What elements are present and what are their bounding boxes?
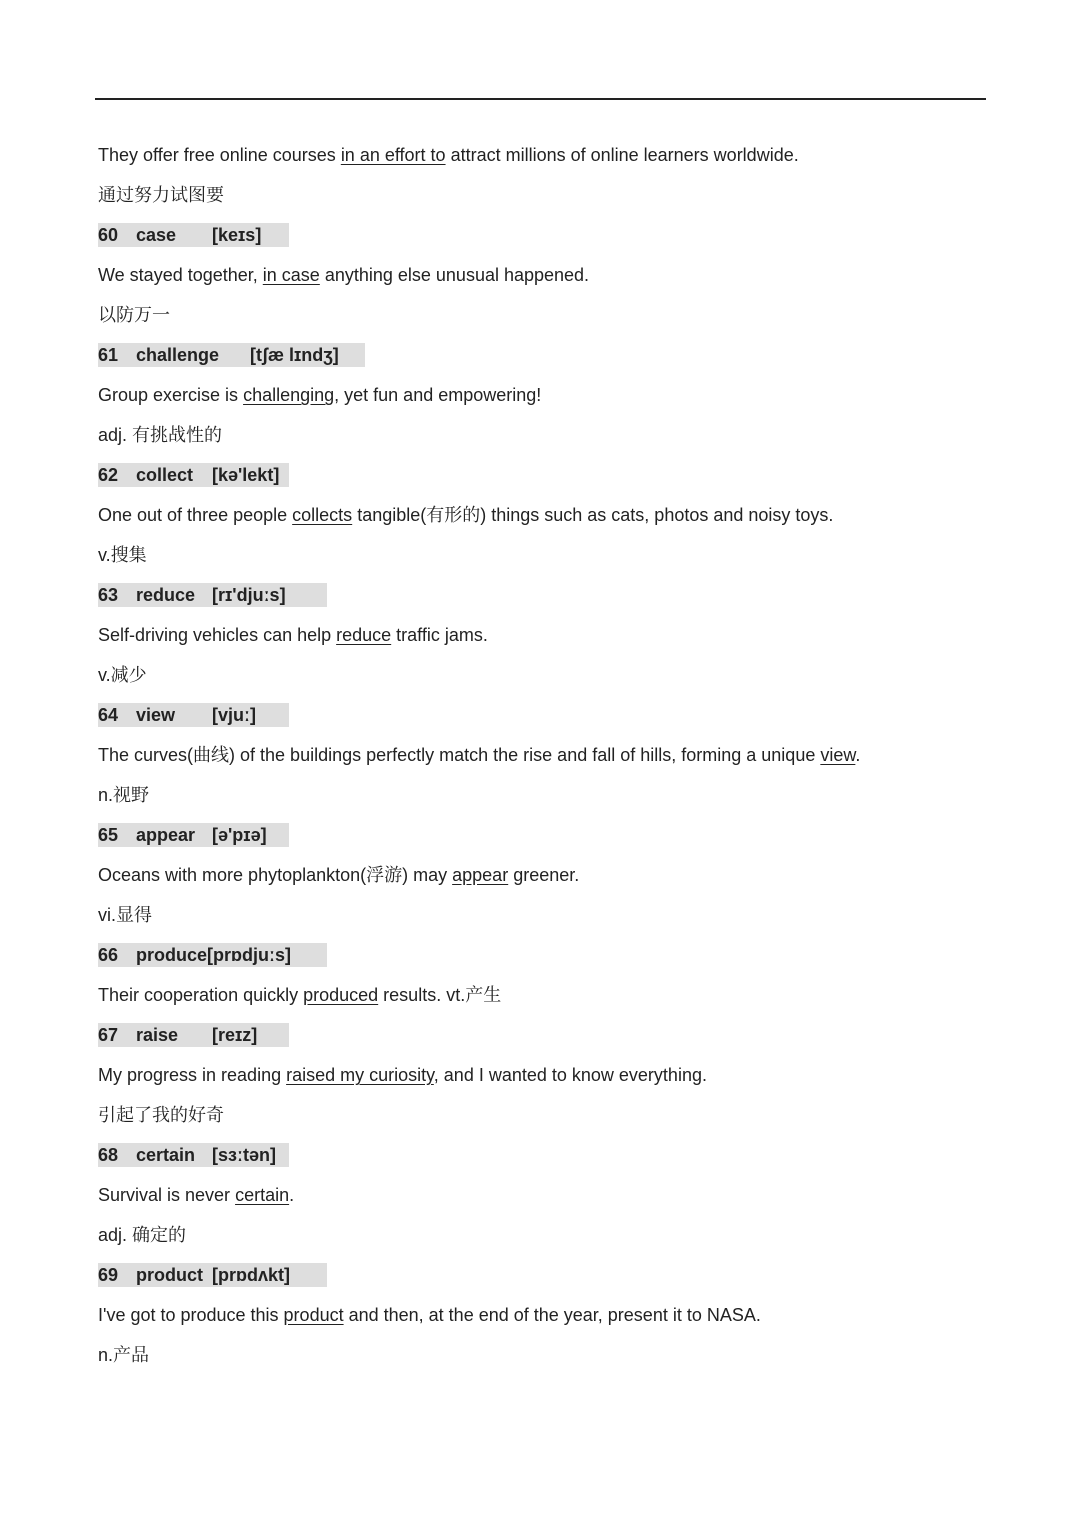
meaning: v.搜集 xyxy=(98,545,147,565)
meaning: 通过努力试图要 xyxy=(98,185,224,205)
entry-heading: 66 produce[prɒdjuːs] xyxy=(98,935,998,975)
vocab-page xyxy=(98,135,998,1375)
entry-heading: 60 case [keɪs] xyxy=(98,215,998,255)
example-sentence: Group exercise is challenging, yet fun and empowering! xyxy=(98,385,542,405)
entry-heading: 65 appear [ə'pɪə] xyxy=(98,815,998,855)
example-sentence: I've got to produce this product and then, at the end of the year, present it to NASA. xyxy=(98,1305,761,1325)
example-sentence: Their cooperation quickly produced results. vt.产生 xyxy=(98,985,502,1005)
entry-heading: 63 reduce [rɪ'djuːs] xyxy=(98,575,998,615)
example-sentence: Oceans with more phytoplankton(浮游) may appear greener. xyxy=(98,865,580,885)
example-sentence: My progress in reading raised my curiosity, and I wanted to know everything. xyxy=(98,1065,707,1085)
entry-heading: 64 view [vjuː] xyxy=(98,695,998,735)
entry-heading: 69 product [prɒdʌkt] xyxy=(98,1255,998,1295)
meaning: 引起了我的好奇 xyxy=(98,1105,224,1125)
example-sentence: We stayed together, in case anything else unusual happened. xyxy=(98,265,590,285)
entry-heading: 61 challenge [tʃæ lɪndʒ] xyxy=(98,335,998,375)
example-sentence: They offer free online courses in an effort to attract millions of online learners worldwide. xyxy=(98,145,799,165)
entry-heading: 67 raise [reɪz] xyxy=(98,1015,998,1055)
meaning: adj. 有挑战性的 xyxy=(98,425,223,445)
meaning: n.产品 xyxy=(98,1345,150,1365)
meaning: v.减少 xyxy=(98,665,147,685)
meaning: vi.显得 xyxy=(98,905,152,925)
meaning: 以防万一 xyxy=(98,305,170,325)
example-sentence: Self-driving vehicles can help reduce traffic jams. xyxy=(98,625,488,645)
meaning: n.视野 xyxy=(98,785,150,805)
example-sentence: Survival is never certain. xyxy=(98,1185,295,1205)
entry-heading: 62 collect [kə'lekt] xyxy=(98,455,998,495)
top-rule xyxy=(95,98,986,100)
entry-heading: 68 certain [sɜːtən] xyxy=(98,1135,998,1175)
meaning: adj. 确定的 xyxy=(98,1225,187,1245)
example-sentence: One out of three people collects tangible(有形的) things such as cats, photos and noisy toys. xyxy=(98,505,834,525)
example-sentence: The curves(曲线) of the buildings perfectly match the rise and fall of hills, forming a unique view. xyxy=(98,745,861,765)
